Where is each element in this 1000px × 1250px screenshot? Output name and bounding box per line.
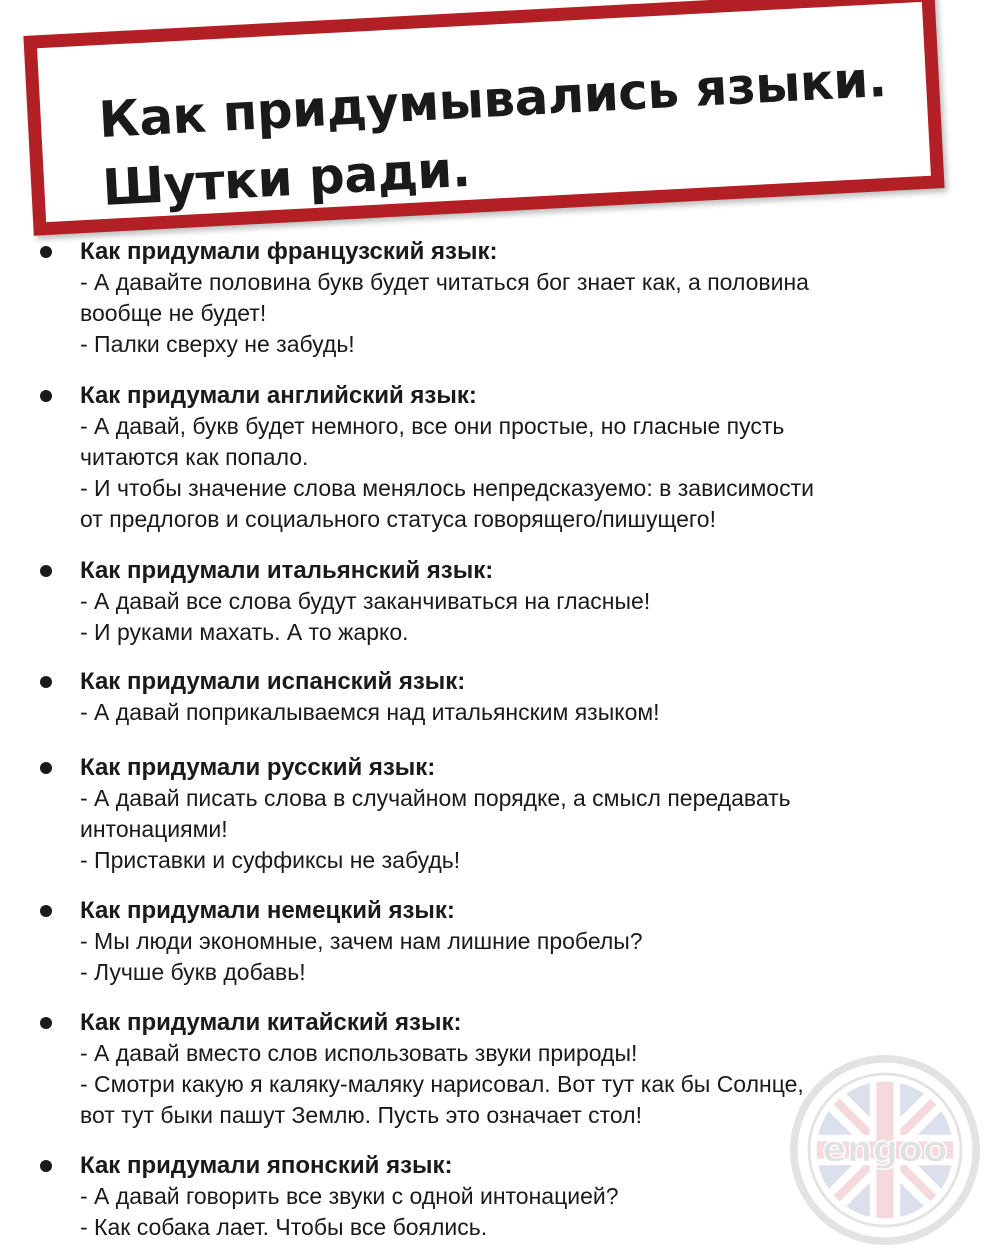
section-line: - Мы люди экономные, зачем нам лишние пробелы?: [80, 928, 643, 954]
section-line: - И чтобы значение слова менялось непредсказуемо: в зависимости: [80, 475, 814, 501]
section-line: - Палки сверху не забудь!: [80, 331, 355, 357]
watermark-text: engoo: [822, 1128, 948, 1171]
section-line: - Лучше букв добавь!: [80, 959, 306, 985]
section-line: - А давай писать слова в случайном порядке, а смысл передавать: [80, 785, 791, 811]
section-line: вообще не будет!: [80, 300, 267, 326]
section-body: [80, 697, 960, 728]
union-jack-stamp-icon: [790, 1055, 980, 1245]
section-line: - А давай говорить все звуки с одной интонацией?: [80, 1183, 619, 1209]
section-line: от предлогов и социального статуса говорящего/пишущего!: [80, 506, 716, 532]
section-line: читаются как попало.: [80, 444, 309, 470]
bullet-icon: [40, 390, 52, 402]
page-title-line-2: Шутки ради.: [100, 139, 472, 218]
page-title-line-1: Как придумывались языки.: [97, 49, 888, 150]
section-heading: Как придумали итальянский язык:: [80, 557, 494, 584]
bullet-icon: [40, 762, 52, 774]
section-line: - А давай вместо слов использовать звуки природы!: [80, 1040, 638, 1066]
section-line: - И руками махать. А то жарко.: [80, 619, 409, 645]
section-line: - А давай поприкалываемся над итальянским языком!: [80, 699, 660, 725]
section-body: [80, 783, 960, 876]
bullet-icon: [40, 676, 52, 688]
bullet-icon: [40, 1017, 52, 1029]
section-heading: Как придумали русский язык:: [80, 754, 436, 781]
section-heading: Как придумали английский язык:: [80, 382, 477, 409]
section-line: - А давайте половина букв будет читаться бог знает как, а половина: [80, 269, 809, 295]
section-line: вот тут быки пашут Землю. Пусть это означает стол!: [80, 1102, 642, 1128]
section-body: [80, 586, 960, 648]
section-heading: Как придумали китайский язык:: [80, 1009, 462, 1036]
section-heading: Как придумали японский язык:: [80, 1152, 453, 1179]
bullet-icon: [40, 1160, 52, 1172]
section-body: [80, 926, 960, 988]
section-line: - Как собака лает. Чтобы все боялись.: [80, 1214, 488, 1240]
section-heading: Как придумали испанский язык:: [80, 668, 466, 695]
bullet-icon: [40, 905, 52, 917]
section-line: интонациями!: [80, 816, 228, 842]
bullet-icon: [40, 565, 52, 577]
section-body: [80, 267, 960, 360]
section-line: - Смотри какую я каляку-маляку нарисовал. Вот тут как бы Солнце,: [80, 1071, 804, 1097]
section-heading: Как придумали немецкий язык:: [80, 897, 455, 924]
bullet-icon: [40, 246, 52, 258]
section-line: - А давай, букв будет немного, все они простые, но гласные пусть: [80, 413, 785, 439]
section-body: [80, 411, 960, 535]
section-line: - А давай все слова будут заканчиваться на гласные!: [80, 588, 651, 614]
title-banner: [23, 0, 944, 236]
section-heading: Как придумали французский язык:: [80, 238, 498, 265]
section-line: - Приставки и суффиксы не забудь!: [80, 847, 461, 873]
